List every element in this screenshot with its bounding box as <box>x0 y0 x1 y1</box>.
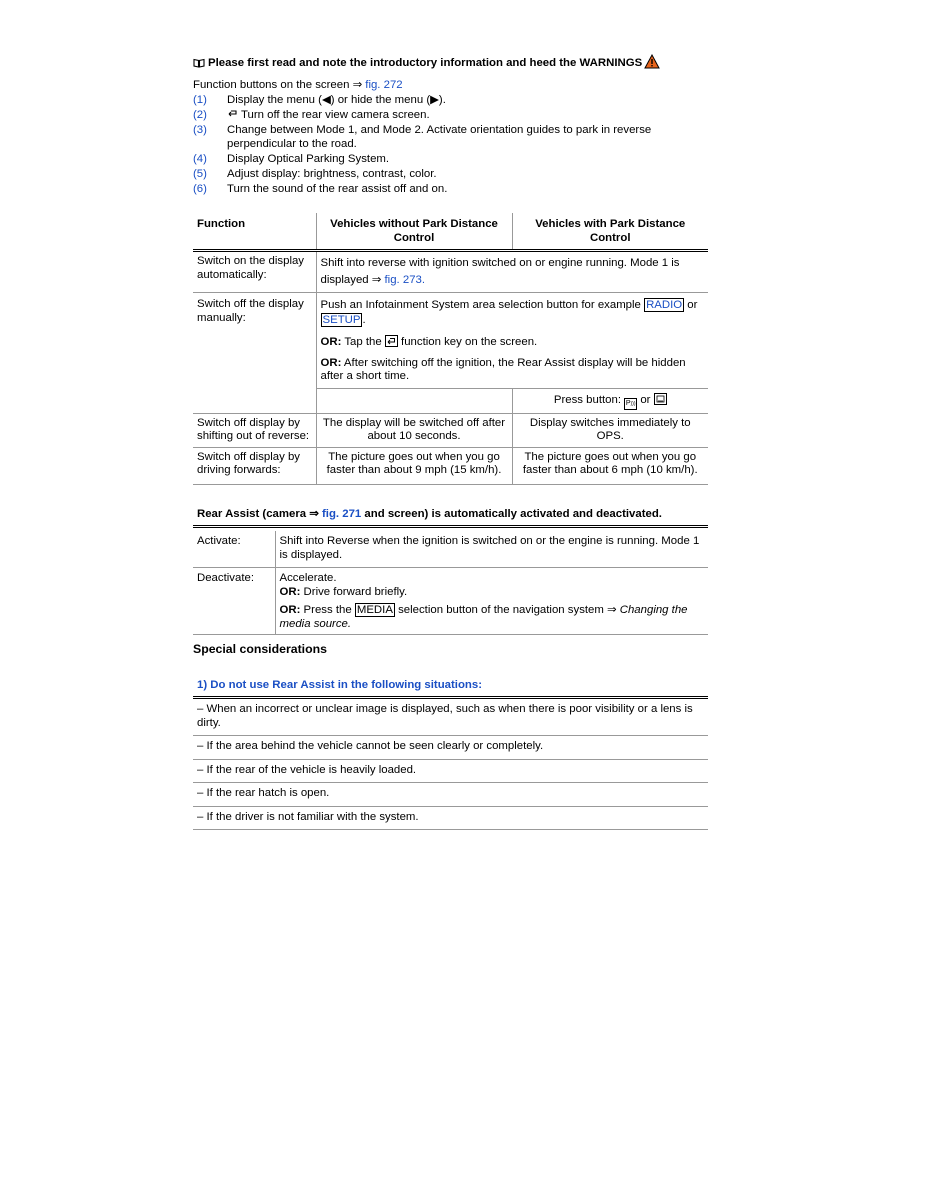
table-row: Switch off display by driving forwards: The picture goes out when you go faster than about 9 mph (15 km/h). The picture goes out when you go faster than about 6 mph (10 km/h). <box>193 447 708 484</box>
table-row: Switch on the display automatically: Shift into reverse with ignition switched on or engine running. Mode 1 is displayed ⇒ fig. 273. <box>193 251 708 293</box>
warning-icon <box>644 54 660 74</box>
column-header: Function <box>193 213 316 251</box>
arrow-left-icon: ◀ <box>321 94 331 106</box>
row-label: Switch off the display manually: <box>193 293 316 414</box>
function-buttons-intro: Function buttons on the screen ⇒ fig. 272 <box>193 79 403 91</box>
book-icon <box>193 58 205 73</box>
ops-button-icon[interactable] <box>654 393 667 405</box>
row-label: Deactivate: <box>193 568 275 635</box>
table-row: – If the rear hatch is open. <box>193 783 708 807</box>
table-row: Press button: P))) or <box>193 388 708 413</box>
row-label: Switch on the display automatically: <box>193 251 316 293</box>
row-label: Switch off display by driving forwards: <box>193 447 316 484</box>
table-row: – If the driver is not familiar with the system. <box>193 806 708 830</box>
section-heading: Special considerations <box>193 642 327 656</box>
fig-273-link[interactable]: fig. 273. <box>384 274 426 286</box>
table-header-row <box>193 213 708 251</box>
rear-assist-table <box>193 525 708 635</box>
row-label: Switch off display by shifting out of reverse: <box>193 413 316 447</box>
arrow-right-icon: ▶ <box>430 94 439 106</box>
table-row: Deactivate: Accelerate. OR: Drive forward briefly. OR: Press the MEDIA selection button of the navigation system ⇒ Changing the media source. <box>193 568 708 635</box>
setup-key[interactable]: SETUP <box>322 314 361 326</box>
column-header: Vehicles without Park Distance Control <box>316 213 512 251</box>
fig-271-link[interactable]: fig. 271 <box>322 508 362 520</box>
radio-key[interactable]: RADIO <box>646 299 683 311</box>
row-label: Activate: <box>193 531 275 568</box>
table-row: – When an incorrect or unclear image is displayed, such as when there is poor visibility or a lens is dirty. <box>193 698 708 736</box>
table-row: Activate: Shift into Reverse when the ignition is switched on or the engine is running. Mode 1 is displayed. <box>193 531 708 568</box>
media-key[interactable]: MEDIA <box>356 604 393 616</box>
table-row: Switch off display by shifting out of reverse: The display will be switched off after about 10 seconds. Display switches immediately to OPS. <box>193 413 708 447</box>
special-considerations-table <box>193 696 708 830</box>
fig-272-link[interactable]: fig. 272 <box>365 79 403 91</box>
return-key-icon <box>385 335 398 347</box>
table-row: – If the rear of the vehicle is heavily loaded. <box>193 759 708 783</box>
ps-button-icon[interactable]: P))) <box>624 398 637 410</box>
table-row: – If the area behind the vehicle cannot be seen clearly or completely. <box>193 736 708 760</box>
warning-box-title: 1) Do not use Rear Assist in the following situations: <box>197 679 482 691</box>
return-icon <box>227 109 238 121</box>
intro-notice <box>193 54 660 74</box>
column-header: Vehicles with Park Distance Control <box>512 213 708 251</box>
display-function-table <box>193 213 708 485</box>
intro-text: Please first read and note the introductory information and heed the WARNINGS <box>208 57 643 69</box>
rear-assist-table-title: Rear Assist (camera ⇒ fig. 271 and screen) is automatically activated and deactivated. <box>197 508 662 520</box>
table-row: Switch off the display manually: Push an Infotainment System area selection button for example RADIO or SETUP . OR: Tap the function key on the screen. OR: After switching off the ignition, the Rear Assist display will be hidden after a short time. <box>193 293 708 389</box>
